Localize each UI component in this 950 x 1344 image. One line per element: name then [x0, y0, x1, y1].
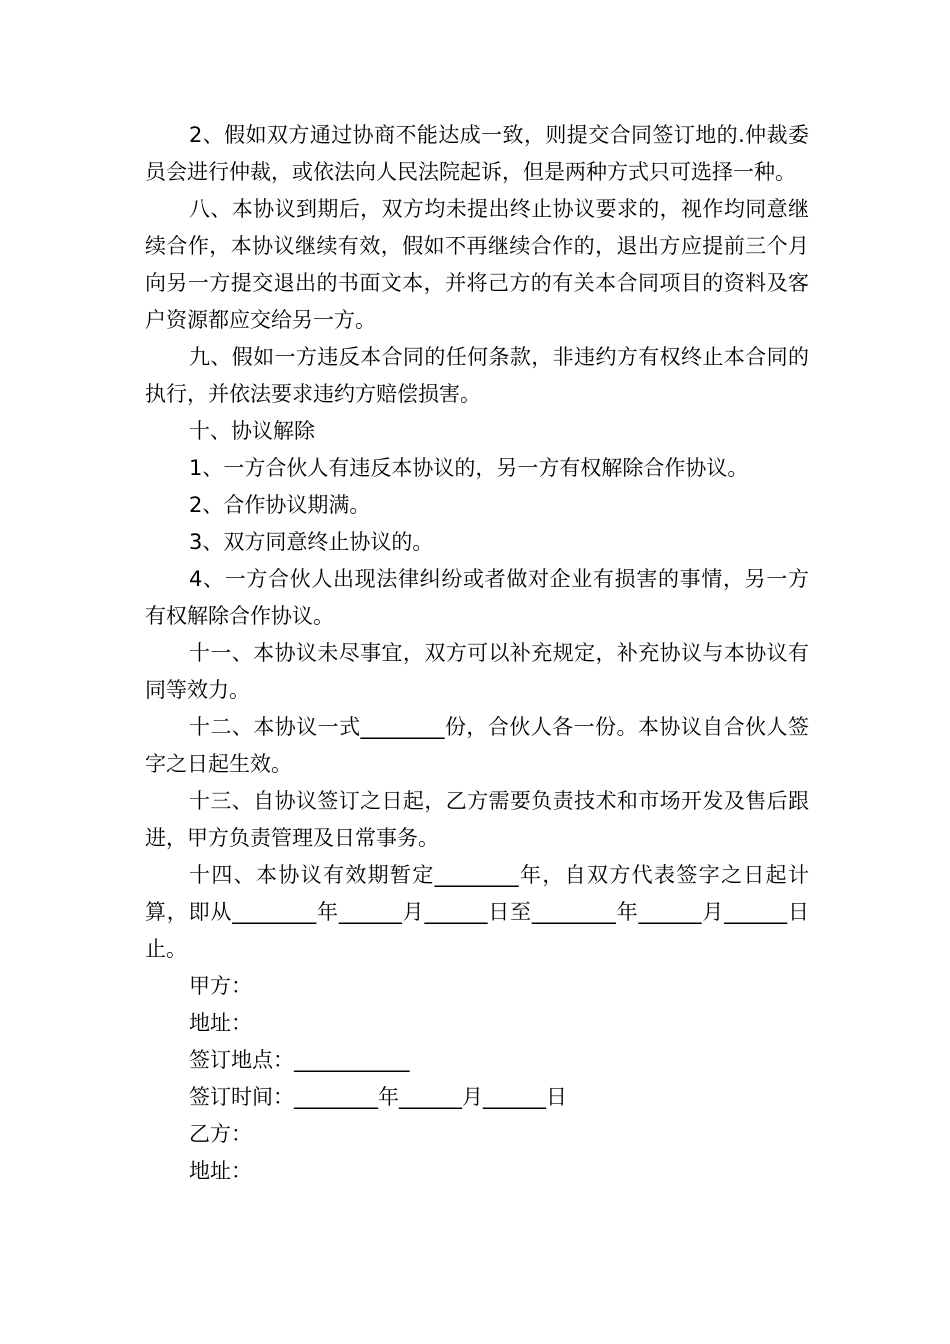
clause-7-item-2: 2、假如双方通过协商不能达成一致，则提交合同签订地的.仲裁委员会进行仲裁，或依法向人民法院起诉，但是两种方式只可选择一种。: [145, 123, 809, 184]
document-body: [145, 117, 809, 1190]
party-b-address-label: 地址：: [189, 1159, 252, 1183]
clause-10-item-4: 4、一方合伙人出现法律纠纷或者做对企业有损害的事情，另一方有权解除合作协议。: [145, 567, 809, 628]
clause-8: 八、本协议到期后，双方均未提出终止协议要求的，视作均同意继续合作，本协议继续有效，假如不再继续合作的，退出方应提前三个月向另一方提交退出的书面文本，并将己方的有关本合同项目的资料及客户资源都应交给另一方。: [145, 197, 809, 332]
signature-block: [145, 968, 809, 1190]
clause-11: 十一、本协议未尽事宜，双方可以补充规定，补充协议与本协议有同等效力。: [145, 641, 809, 702]
clause-10-heading: 十、协议解除: [189, 419, 315, 443]
clause-12: 十二、本协议一式________份，合伙人各一份。本协议自合伙人签字之日起生效。: [145, 715, 809, 776]
clause-13: 十三、自协议签订之日起，乙方需要负责技术和市场开发及售后跟进，甲方负责管理及日常事务。: [145, 789, 809, 850]
party-b-label: 乙方：: [189, 1122, 252, 1146]
sign-time-line: 签订时间：________年______月______日: [189, 1085, 567, 1109]
clause-9: 九、假如一方违反本合同的任何条款，非违约方有权终止本合同的执行，并依法要求违约方赔偿损害。: [145, 345, 809, 406]
sign-place-line: 签订地点：___________: [189, 1048, 410, 1072]
clause-10-item-3: 3、双方同意终止协议的。: [189, 530, 434, 554]
clause-10-item-1: 1、一方合伙人有违反本协议的，另一方有权解除合作协议。: [189, 456, 749, 480]
party-a-address-label: 地址：: [189, 1011, 252, 1035]
clause-14: 十四、本协议有效期暂定________年，自双方代表签字之日起计算，即从________年______月______日至________年______月______日止。: [145, 863, 809, 961]
clause-10-item-2: 2、合作协议期满。: [189, 493, 371, 517]
party-a-label: 甲方：: [189, 974, 252, 998]
